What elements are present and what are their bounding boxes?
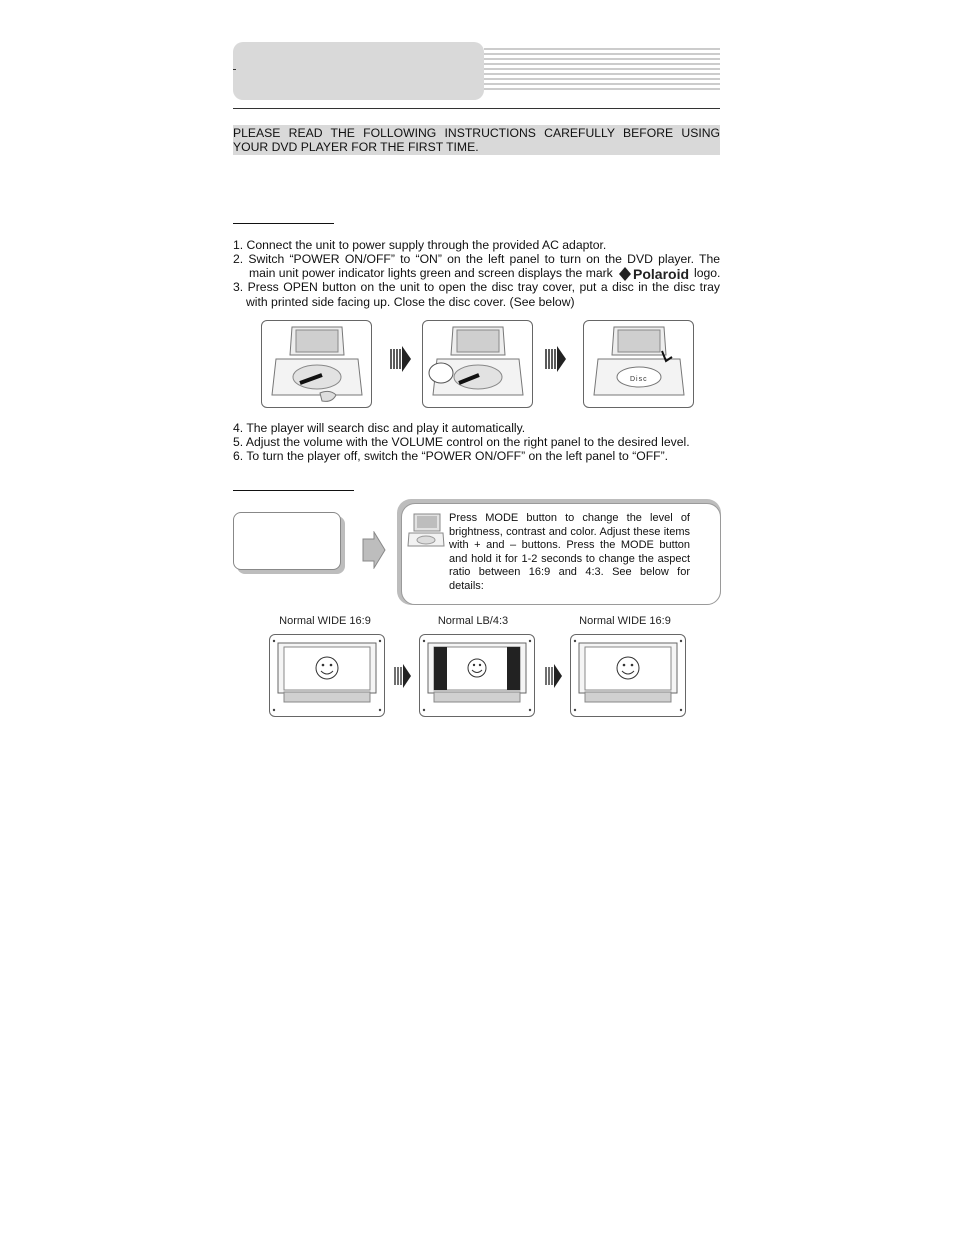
header-decorative-lines	[484, 48, 720, 94]
arrow-right-icon	[389, 346, 411, 372]
arrow-right-icon	[544, 346, 566, 372]
mode-instructions	[449, 512, 690, 593]
step-5: 5. Adjust the volume with the VOLUME control on the right panel to the desired level.	[233, 435, 690, 449]
dvd-player-open-icon	[262, 321, 371, 407]
header-tick	[233, 69, 236, 70]
aspect-letterbox-screen	[419, 634, 535, 717]
section-heading-underline-1	[233, 223, 334, 224]
dvd-player-thumbnail-icon	[407, 513, 445, 549]
illustration-open-cover	[261, 320, 372, 408]
notice-line-2: YOUR DVD PLAYER FOR THE FIRST TIME.	[233, 140, 479, 154]
step-4: 4. The player will search disc and play it automatically.	[233, 421, 526, 435]
step-2-line-2-end: logo.	[694, 266, 721, 280]
disc-label: Disc	[630, 376, 648, 383]
screen-wide-smiley-icon	[571, 635, 685, 716]
pointer-arrow-icon	[362, 531, 386, 569]
caption-wide-1: Normal WIDE 16:9	[279, 615, 371, 627]
notice-line-1: PLEASE READ THE FOLLOWING INSTRUCTIONS CAREFULLY BEFORE USING	[233, 126, 720, 140]
step-6: 6. To turn the player off, switch the “POWER ON/OFF” on the left panel to “OFF”.	[233, 449, 669, 463]
caption-lb: Normal LB/4:3	[437, 615, 509, 627]
illustration-close-cover	[583, 320, 694, 408]
aspect-wide-screen-2	[570, 634, 686, 717]
arrow-right-icon	[393, 664, 411, 688]
caption-wide-2: Normal WIDE 16:9	[579, 615, 671, 627]
mode-instructions-text: Press MODE button to change the level of brightness, contrast and color. Adjust these items with + and – buttons. Press the MODE button and hold it for 1-2 seconds to change the aspect ratio between 16:9 and 4:3. See below for details:	[449, 512, 690, 592]
step-3-line-2: with printed side facing up. Close the disc cover. (See below)	[246, 295, 575, 309]
step-2-line-2: main unit power indicator lights green and screen displays the mark	[249, 266, 613, 280]
notice-banner	[233, 125, 720, 155]
dvd-player-closed-icon	[584, 321, 693, 407]
screen-wide-smiley-icon	[270, 635, 384, 716]
step-1: 1. Connect the unit to power supply through the provided AC adaptor.	[233, 238, 607, 252]
header-rule	[233, 108, 720, 109]
mode-button-box	[233, 512, 341, 570]
screen-letterbox-smiley-icon	[420, 635, 534, 716]
dvd-player-insert-disc-icon	[423, 321, 532, 407]
arrow-right-icon	[544, 664, 562, 688]
illustration-insert-disc	[422, 320, 533, 408]
chapter-header-tab	[233, 42, 484, 100]
step-2-line-1: 2. Switch “POWER ON/OFF” to “ON” on the left panel to turn on the DVD player. The	[233, 252, 720, 266]
step-3-line-1: 3. Press OPEN button on the unit to open the disc tray cover, put a disc in the disc tray	[233, 280, 720, 294]
polaroid-logo-text: Polaroid	[633, 266, 690, 282]
section-heading-underline-2	[233, 490, 354, 491]
aspect-wide-screen-1	[269, 634, 385, 717]
